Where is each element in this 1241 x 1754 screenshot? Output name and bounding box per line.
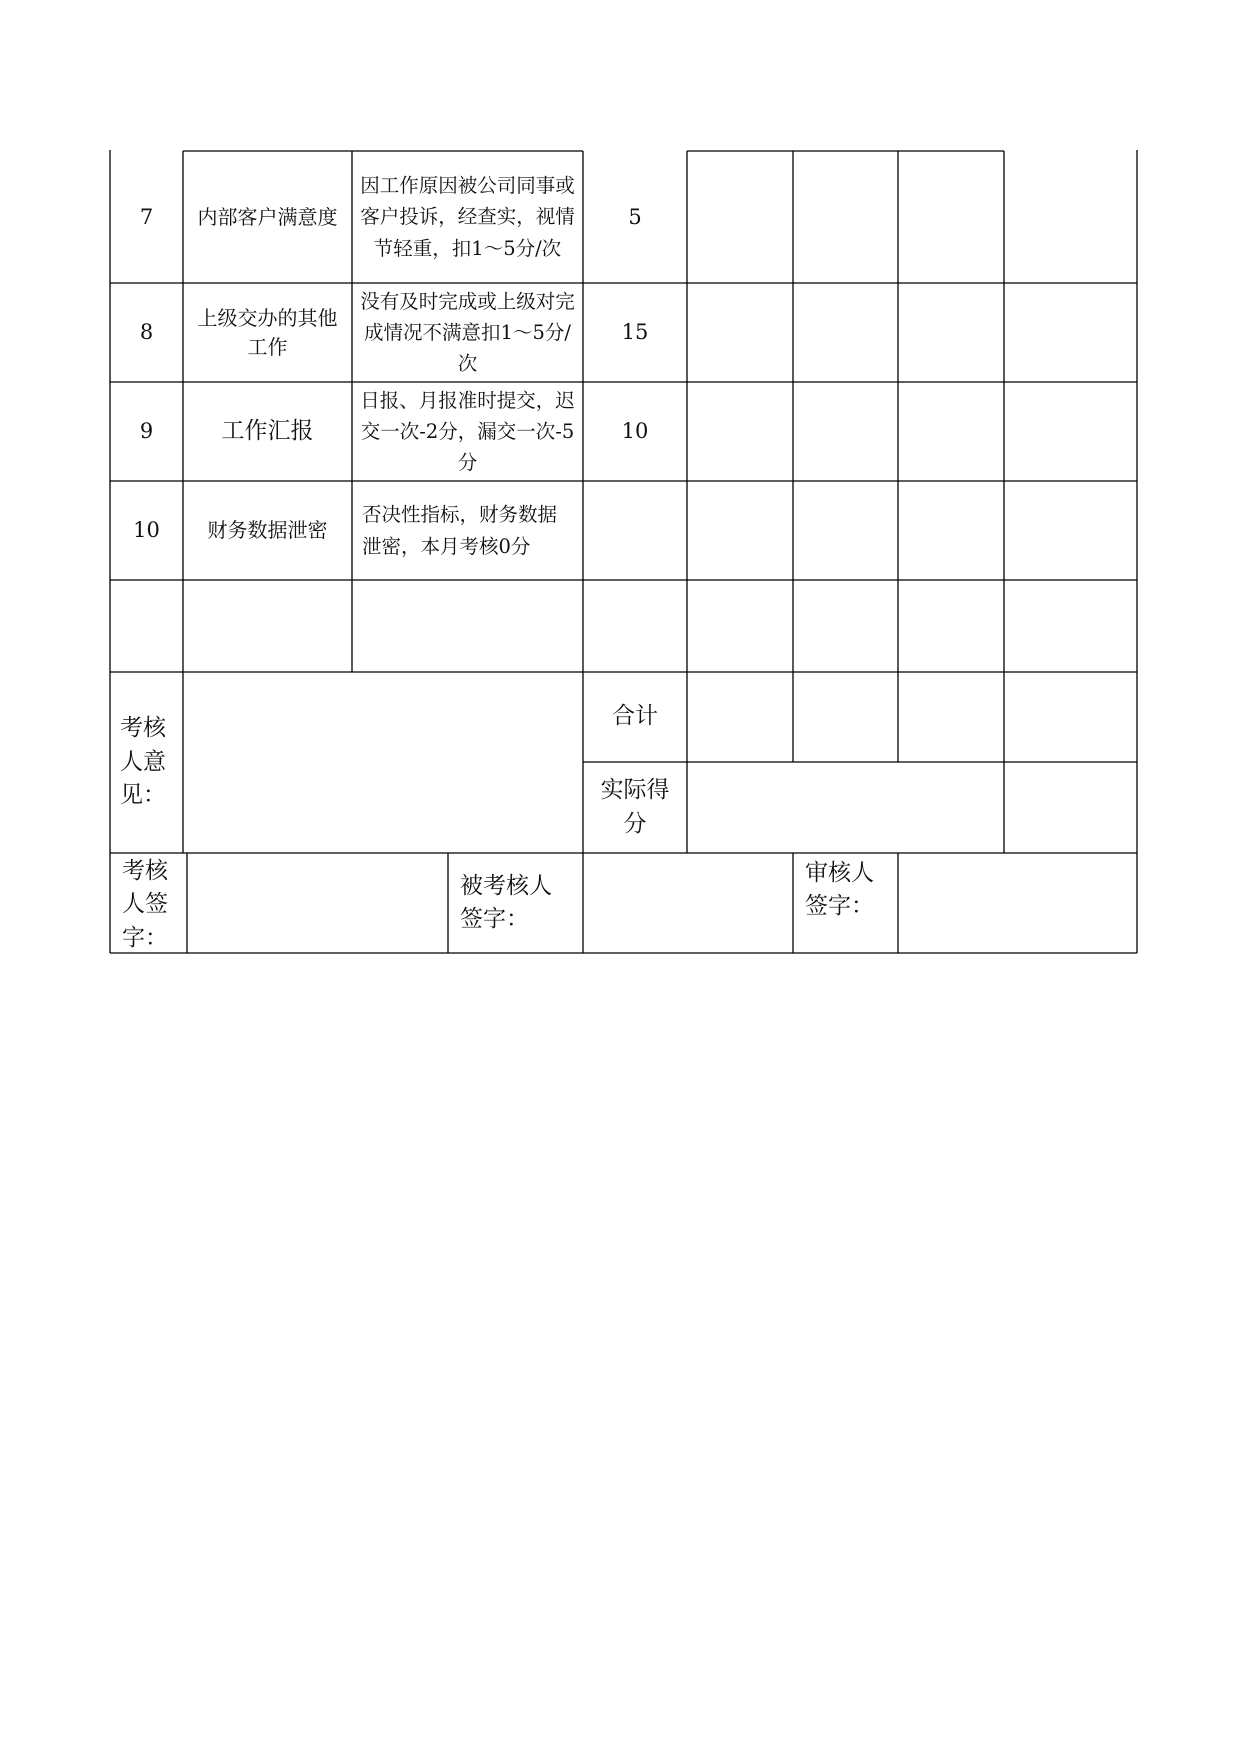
row-criteria: 日报、月报准时提交，迟交一次-2分，漏交一次-5分 <box>360 388 575 475</box>
row-score: 15 <box>621 320 649 345</box>
row-score: 10 <box>621 419 649 444</box>
row-number: 8 <box>139 320 154 345</box>
row-item: 工作汇报 <box>221 417 314 444</box>
reviewee-signature-field[interactable] <box>583 853 793 953</box>
actual-score-label: 实际得分 <box>600 777 670 837</box>
row-item: 财务数据泄密 <box>207 518 328 542</box>
actual-score-field[interactable] <box>687 762 1004 853</box>
reviewee-signature-label: 被考核人签字： <box>460 872 552 932</box>
row-score: 5 <box>628 204 642 229</box>
row-number: 10 <box>133 518 160 543</box>
approver-signature-field[interactable] <box>898 853 1137 953</box>
reviewer-opinion-field[interactable] <box>183 672 583 853</box>
row-criteria: 否决性指标，财务数据泄密，本月考核0分 <box>362 503 558 558</box>
row-number: 7 <box>139 204 154 229</box>
total-label: 合计 <box>612 703 658 730</box>
reviewer-signature-field[interactable] <box>187 853 448 953</box>
row-item: 内部客户满意度 <box>197 204 338 229</box>
approver-signature-label: 审核人签字： <box>805 860 874 920</box>
reviewer-opinion-label: 考核人意见： <box>120 715 166 809</box>
row-score <box>583 481 687 580</box>
reviewer-signature-label: 考核人签字： <box>122 858 168 951</box>
row-number: 9 <box>139 419 154 444</box>
row-criteria: 因工作原因被公司同事或客户投诉，经查实，视情节轻重，扣1～5分/次 <box>360 174 575 260</box>
row-item: 上级交办的其他工作 <box>197 305 338 359</box>
row-criteria: 没有及时完成或上级对完成情况不满意扣1～5分/次 <box>360 289 575 376</box>
